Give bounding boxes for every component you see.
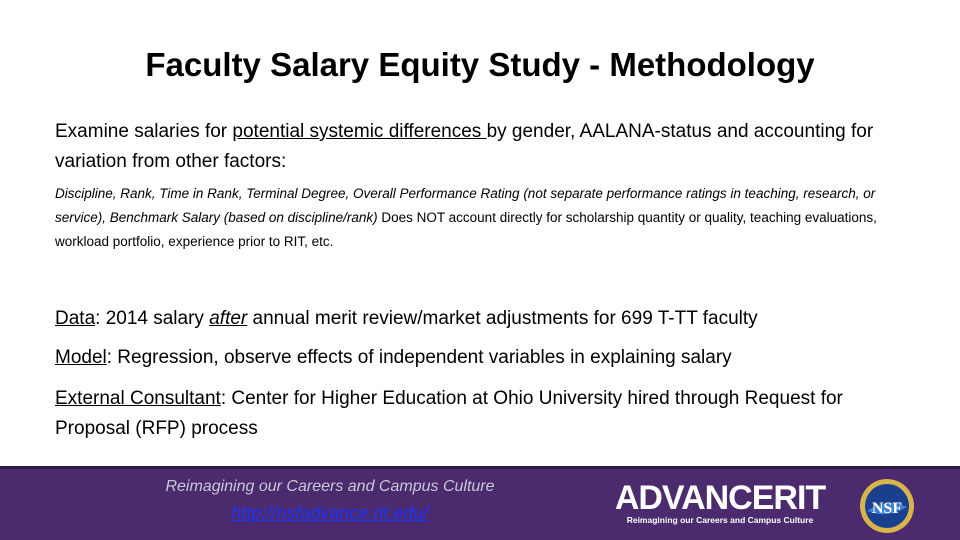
data-text-1: : 2014 salary <box>95 308 210 329</box>
factors-paragraph <box>55 182 915 254</box>
intro-paragraph <box>55 117 915 177</box>
factors-exclusions: Does NOT account directly for scholarship quantity or quality, teaching evaluations, workload portfolio, experience prior to RIT, etc. <box>55 210 877 249</box>
footer-bar <box>0 466 960 540</box>
nsf-logo-text: NSF <box>871 500 903 517</box>
factors-list: Discipline, Rank, Time in Rank, Terminal Degree, Overall Performance Rating (not separate performance ratings in teaching, research, or service), Benchmark Salary (based on discipline/rank) <box>55 186 876 225</box>
intro-underlined-text: potential systemic differences <box>232 121 487 142</box>
model-text: : Regression, observe effects of independent variables in explaining salary <box>106 347 732 368</box>
footer-tagline: Reimagining our Careers and Campus Culture <box>165 478 495 495</box>
data-item <box>55 304 915 334</box>
consultant-label: External Consultant <box>55 388 221 409</box>
footer-link[interactable]: http://nsfadvance.rit.edu/ <box>231 503 429 523</box>
data-text-2: annual merit review/market adjustments for 699 T-TT faculty <box>247 308 758 329</box>
page-title: Faculty Salary Equity Study - Methodology <box>145 46 815 83</box>
consultant-item <box>55 384 915 444</box>
consultant-text: : Center for Higher Education at Ohio University hired through Request for Proposal (RFP) process <box>55 388 843 439</box>
logo-subtitle: Reimagining our Careers and Campus Culture <box>626 515 814 525</box>
model-item <box>55 343 915 373</box>
data-label: Data <box>55 308 96 329</box>
data-emphasis: after <box>209 308 248 329</box>
nsf-logo-icon <box>858 477 916 535</box>
intro-text-1: Examine salaries for <box>55 121 233 142</box>
logo-wordmark: ADVANCERIT <box>614 479 826 517</box>
advance-rit-logo <box>605 479 835 529</box>
model-label: Model <box>55 347 107 368</box>
intro-text-2: by gender, AALANA-status and accounting for variation from other factors: <box>55 121 874 172</box>
